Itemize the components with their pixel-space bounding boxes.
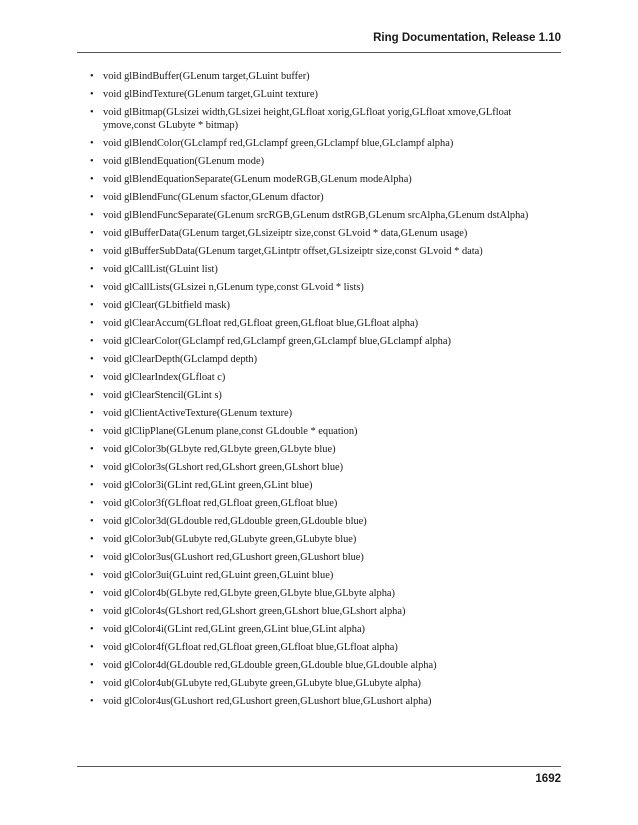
function-signature: void glBlendColor(GLclampf red,GLclampf green,GLclampf blue,GLclampf alpha) xyxy=(103,137,454,149)
bullet-icon: • xyxy=(90,569,94,581)
function-signature: void glColor4f(GLfloat red,GLfloat green,GLfloat blue,GLfloat alpha) xyxy=(103,641,398,653)
list-item xyxy=(90,174,561,187)
function-signature: void glColor3s(GLshort red,GLshort green,GLshort blue) xyxy=(103,461,344,473)
list-item xyxy=(90,552,561,565)
function-signature: void glBlendFuncSeparate(GLenum srcRGB,GLenum dstRGB,GLenum srcAlpha,GLenum dstAlpha) xyxy=(103,209,529,221)
bullet-icon: • xyxy=(90,551,94,563)
bullet-icon: • xyxy=(90,353,94,365)
bullet-icon: • xyxy=(90,137,94,149)
bullet-icon: • xyxy=(90,587,94,599)
list-item xyxy=(90,264,561,277)
list-item xyxy=(90,696,561,709)
function-signature: void glClearDepth(GLclampd depth) xyxy=(103,353,258,365)
bullet-icon: • xyxy=(90,479,94,491)
function-signature: void glBitmap(GLsizei width,GLsizei height,GLfloat xorig,GLfloat yorig,GLfloat xmove,GLfloat ymove,const GLubyte * bitmap) xyxy=(103,107,512,131)
function-signature: void glBufferData(GLenum target,GLsizeiptr size,const GLvoid * data,GLenum usage) xyxy=(103,227,468,239)
bullet-icon: • xyxy=(90,407,94,419)
list-item xyxy=(90,498,561,511)
bullet-icon: • xyxy=(90,461,94,473)
list-item xyxy=(90,354,561,367)
list-item xyxy=(90,408,561,421)
list-item xyxy=(90,678,561,691)
list-item xyxy=(90,462,561,475)
list-item xyxy=(90,282,561,295)
list-item xyxy=(90,624,561,637)
list-item xyxy=(90,588,561,601)
function-signature: void glColor4ub(GLubyte red,GLubyte green,GLubyte blue,GLubyte alpha) xyxy=(103,677,421,689)
function-signature: void glClearColor(GLclampf red,GLclampf green,GLclampf blue,GLclampf alpha) xyxy=(103,335,451,347)
bullet-icon: • xyxy=(90,659,94,671)
bullet-icon: • xyxy=(90,677,94,689)
list-item xyxy=(90,300,561,313)
bullet-icon: • xyxy=(90,335,94,347)
bullet-icon: • xyxy=(90,443,94,455)
bullet-icon: • xyxy=(90,371,94,383)
function-signature: void glClear(GLbitfield mask) xyxy=(103,299,230,311)
function-signature: void glColor4i(GLint red,GLint green,GLint blue,GLint alpha) xyxy=(103,623,366,635)
list-item xyxy=(90,246,561,259)
list-item xyxy=(90,156,561,169)
function-signature: void glColor3f(GLfloat red,GLfloat green,GLfloat blue) xyxy=(103,497,338,509)
bullet-icon: • xyxy=(90,107,94,118)
page-header-title: Ring Documentation, Release 1.10 xyxy=(373,32,561,44)
header-divider xyxy=(77,52,561,53)
bullet-icon: • xyxy=(90,533,94,545)
function-signature: void glColor3us(GLushort red,GLushort green,GLushort blue) xyxy=(103,551,364,563)
function-signature: void glBindTexture(GLenum target,GLuint texture) xyxy=(103,89,318,100)
list-item xyxy=(90,138,561,151)
bullet-icon: • xyxy=(90,155,94,167)
bullet-icon: • xyxy=(90,89,94,100)
list-item xyxy=(90,71,561,84)
list-item xyxy=(90,228,561,241)
bullet-icon: • xyxy=(90,605,94,617)
function-signature: void glClearStencil(GLint s) xyxy=(103,389,222,401)
bullet-icon: • xyxy=(90,245,94,257)
function-signature: void glColor3ui(GLuint red,GLuint green,GLuint blue) xyxy=(103,569,334,581)
list-item xyxy=(90,660,561,673)
bullet-icon: • xyxy=(90,389,94,401)
list-item xyxy=(90,480,561,493)
list-item xyxy=(90,516,561,529)
bullet-icon: • xyxy=(90,515,94,527)
function-signature: void glClipPlane(GLenum plane,const GLdouble * equation) xyxy=(103,425,358,437)
function-signature: void glBlendFunc(GLenum sfactor,GLenum dfactor) xyxy=(103,191,324,203)
bullet-icon: • xyxy=(90,71,94,82)
function-signature: void glBlendEquation(GLenum mode) xyxy=(103,155,265,167)
footer-divider xyxy=(77,766,561,767)
function-signature: void glBlendEquationSeparate(GLenum modeRGB,GLenum modeAlpha) xyxy=(103,173,412,185)
list-item xyxy=(90,89,561,102)
list-item xyxy=(90,426,561,439)
function-signature: void glClientActiveTexture(GLenum texture) xyxy=(103,407,293,419)
list-item xyxy=(90,642,561,655)
bullet-icon: • xyxy=(90,191,94,203)
bullet-icon: • xyxy=(90,497,94,509)
list-item xyxy=(90,107,561,132)
list-item xyxy=(90,372,561,385)
bullet-icon: • xyxy=(90,695,94,707)
function-signature: void glCallLists(GLsizei n,GLenum type,const GLvoid * lists) xyxy=(103,281,364,293)
bullet-icon: • xyxy=(90,227,94,239)
bullet-icon: • xyxy=(90,263,94,275)
list-item xyxy=(90,210,561,223)
list-item xyxy=(90,444,561,457)
bullet-icon: • xyxy=(90,623,94,635)
function-list xyxy=(90,71,561,714)
list-item xyxy=(90,192,561,205)
list-item xyxy=(90,606,561,619)
function-signature: void glClearIndex(GLfloat c) xyxy=(103,371,226,383)
list-item xyxy=(90,336,561,349)
bullet-icon: • xyxy=(90,173,94,185)
function-signature: void glColor4s(GLshort red,GLshort green,GLshort blue,GLshort alpha) xyxy=(103,605,406,617)
function-signature: void glBufferSubData(GLenum target,GLintptr offset,GLsizeiptr size,const GLvoid * data) xyxy=(103,245,483,257)
function-signature: void glColor4b(GLbyte red,GLbyte green,GLbyte blue,GLbyte alpha) xyxy=(103,587,396,599)
page-number: 1692 xyxy=(535,773,561,785)
function-signature: void glColor3b(GLbyte red,GLbyte green,GLbyte blue) xyxy=(103,443,336,455)
function-signature: void glColor3i(GLint red,GLint green,GLint blue) xyxy=(103,479,313,491)
bullet-icon: • xyxy=(90,317,94,329)
function-signature: void glColor4us(GLushort red,GLushort green,GLushort blue,GLushort alpha) xyxy=(103,695,432,707)
function-signature: void glColor3ub(GLubyte red,GLubyte green,GLubyte blue) xyxy=(103,533,357,545)
list-item xyxy=(90,534,561,547)
bullet-icon: • xyxy=(90,209,94,221)
function-signature: void glColor4d(GLdouble red,GLdouble green,GLdouble blue,GLdouble alpha) xyxy=(103,659,437,671)
bullet-icon: • xyxy=(90,281,94,293)
function-signature: void glClearAccum(GLfloat red,GLfloat green,GLfloat blue,GLfloat alpha) xyxy=(103,317,419,329)
function-signature: void glColor3d(GLdouble red,GLdouble green,GLdouble blue) xyxy=(103,515,367,527)
function-signature: void glBindBuffer(GLenum target,GLuint buffer) xyxy=(103,71,310,82)
list-item xyxy=(90,570,561,583)
list-item xyxy=(90,318,561,331)
list-item xyxy=(90,390,561,403)
bullet-icon: • xyxy=(90,641,94,653)
bullet-icon: • xyxy=(90,425,94,437)
function-signature: void glCallList(GLuint list) xyxy=(103,263,218,275)
bullet-icon: • xyxy=(90,299,94,311)
